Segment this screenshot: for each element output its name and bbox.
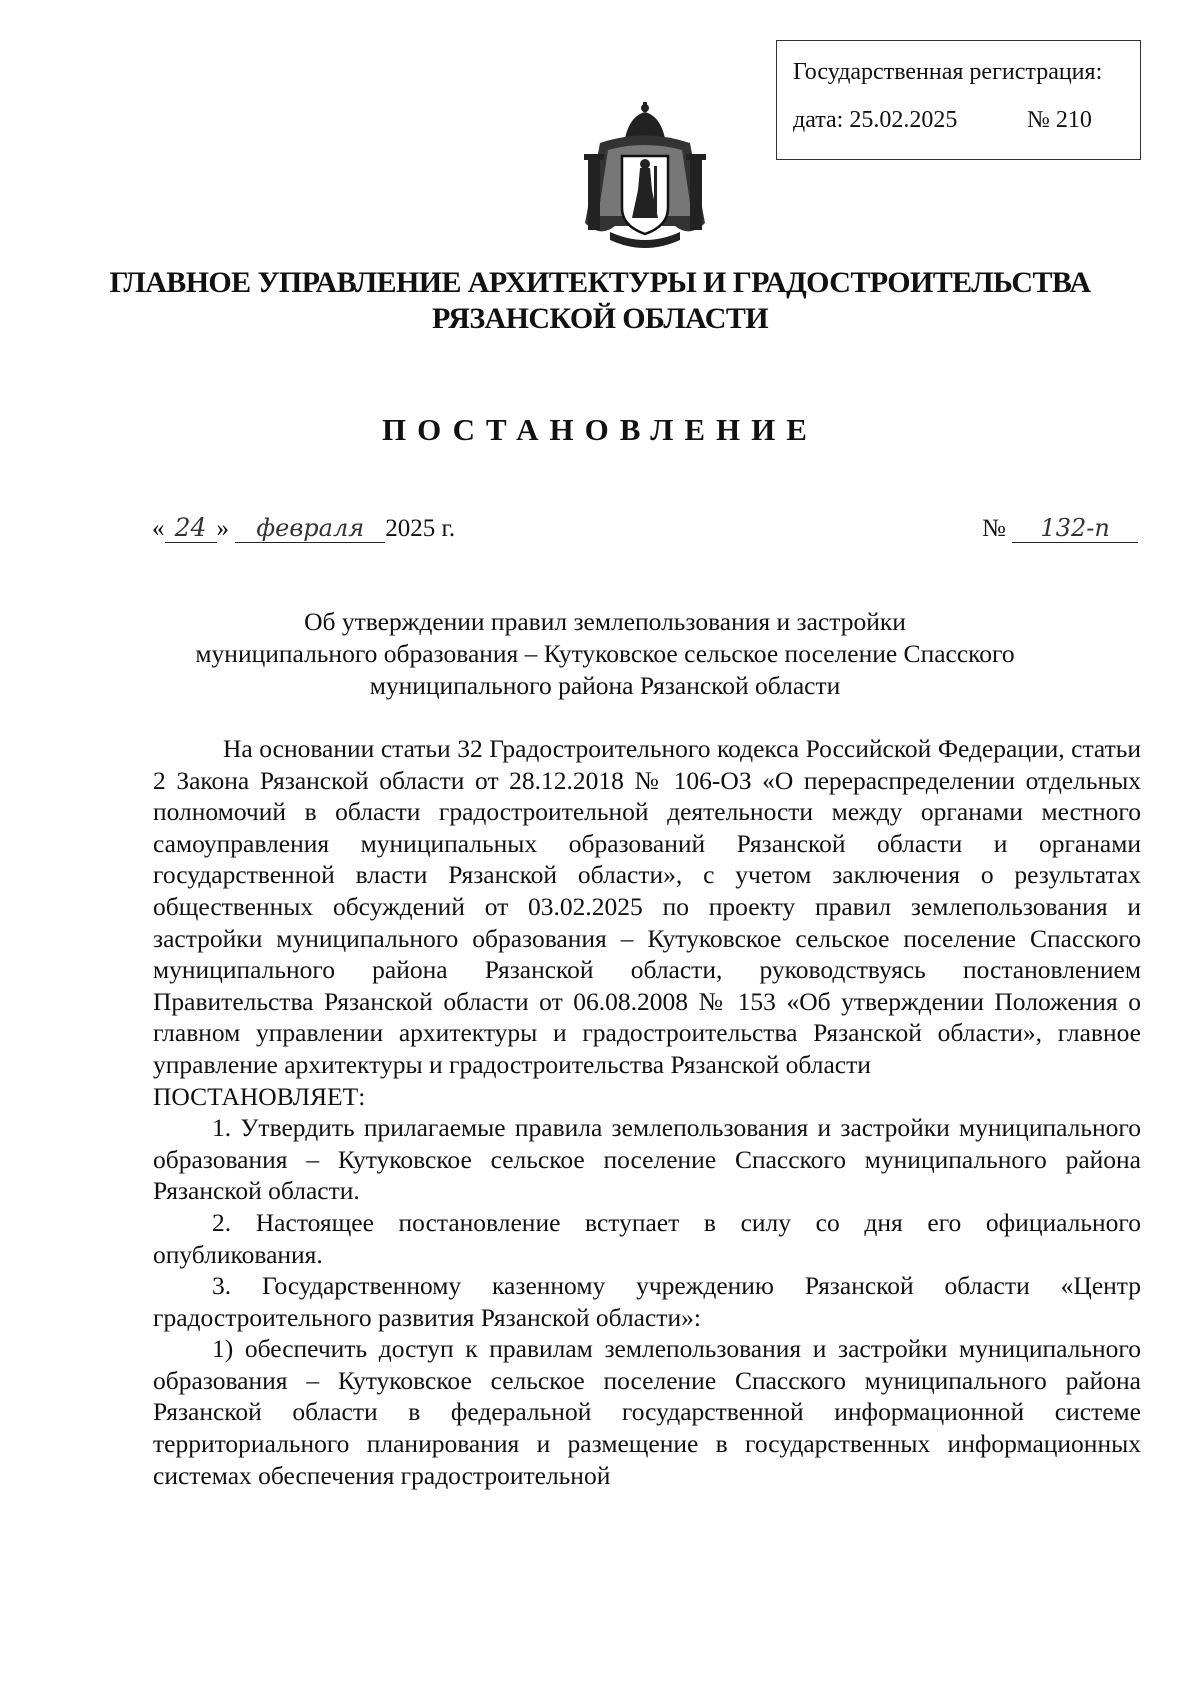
registration-stamp-box xyxy=(776,40,1141,160)
document-number xyxy=(982,514,1138,543)
preamble-paragraph: На основании статьи 32 Градостроительного кодекса Российской Федерации, статьи 2 Закона Рязанской области от 28.12.2018 № 106-ОЗ «О перераспределении отдельных полномочий в области градостроительной деятельности между органами местного самоуправления муниципальных образований Рязанской области и органами государственной власти Рязанской области», с учетом заключения о результатах общественных обсуждений от 03.02.2025 по проекту правил землепользования и застройки муниципального образования – Кутуковское сельское поселение Спасского муниципального района Рязанской области, руководствуясь постановлением Правительства Рязанской области от 06.08.2008 № 153 «Об утверждении Положения о главном управлении архитектуры и градостроительства Рязанской области», главное управление архитектуры и градостроительства Рязанской области xyxy=(153,734,1141,1079)
registration-number: № 210 xyxy=(1027,107,1092,133)
document-subject xyxy=(150,606,1060,702)
date-open-quote: « xyxy=(152,515,165,542)
document-body xyxy=(153,733,1141,1491)
item-2: 2. Настоящее постановление вступает в силу со дня его официального опубликования. xyxy=(153,1207,1141,1269)
ryazan-coat-of-arms-icon xyxy=(570,98,720,258)
date-close-quote: » xyxy=(216,515,229,542)
registration-title: Государственная регистрация: xyxy=(793,59,1103,85)
document-type-heading: ПОСТАНОВЛЕНИЕ xyxy=(382,412,818,447)
handwritten-day: 24 xyxy=(165,514,217,543)
item-3-subitem-1: 1) обеспечить доступ к правилам землепользования и застройки муниципального образования – Кутуковское сельское поселение Спасского муниципального района Рязанской области в федеральной государственной информационной системе территориального планирования и размещение в государственных информационных системах обеспечения градостроительной xyxy=(153,1334,1141,1490)
subject-line2: муниципального образования – Кутуковское сельское поселение Спасского xyxy=(195,639,1015,668)
date-year: 2025 г. xyxy=(385,515,456,542)
number-label: № xyxy=(982,515,1006,542)
organization-name-line2: РЯЗАНСКОЙ ОБЛАСТИ xyxy=(432,302,768,335)
document-date xyxy=(152,514,455,543)
item-3: 3. Государственному казенному учреждению Рязанской области «Центр градостроительного развития Рязанской области»: xyxy=(153,1271,1141,1332)
subject-line1: Об утверждении правил землепользования и застройки xyxy=(304,607,906,636)
subject-line3: муниципального района Рязанской области xyxy=(369,671,841,700)
handwritten-month: февраля xyxy=(235,514,385,543)
resolves-word: ПОСТАНОВЛЯЕТ: xyxy=(153,1081,366,1111)
organization-name-line1: ГЛАВНОЕ УПРАВЛЕНИЕ АРХИТЕКТУРЫ И ГРАДОСТРОИТЕЛЬСТВА xyxy=(109,266,1091,299)
registration-date: дата: 25.02.2025 xyxy=(793,107,958,133)
handwritten-number: 132-п xyxy=(1012,514,1138,543)
item-1: 1. Утвердить прилагаемые правила землепользования и застройки муниципального образования – Кутуковское сельское поселение Спасского муниципального района Рязанской области. xyxy=(153,1113,1141,1206)
